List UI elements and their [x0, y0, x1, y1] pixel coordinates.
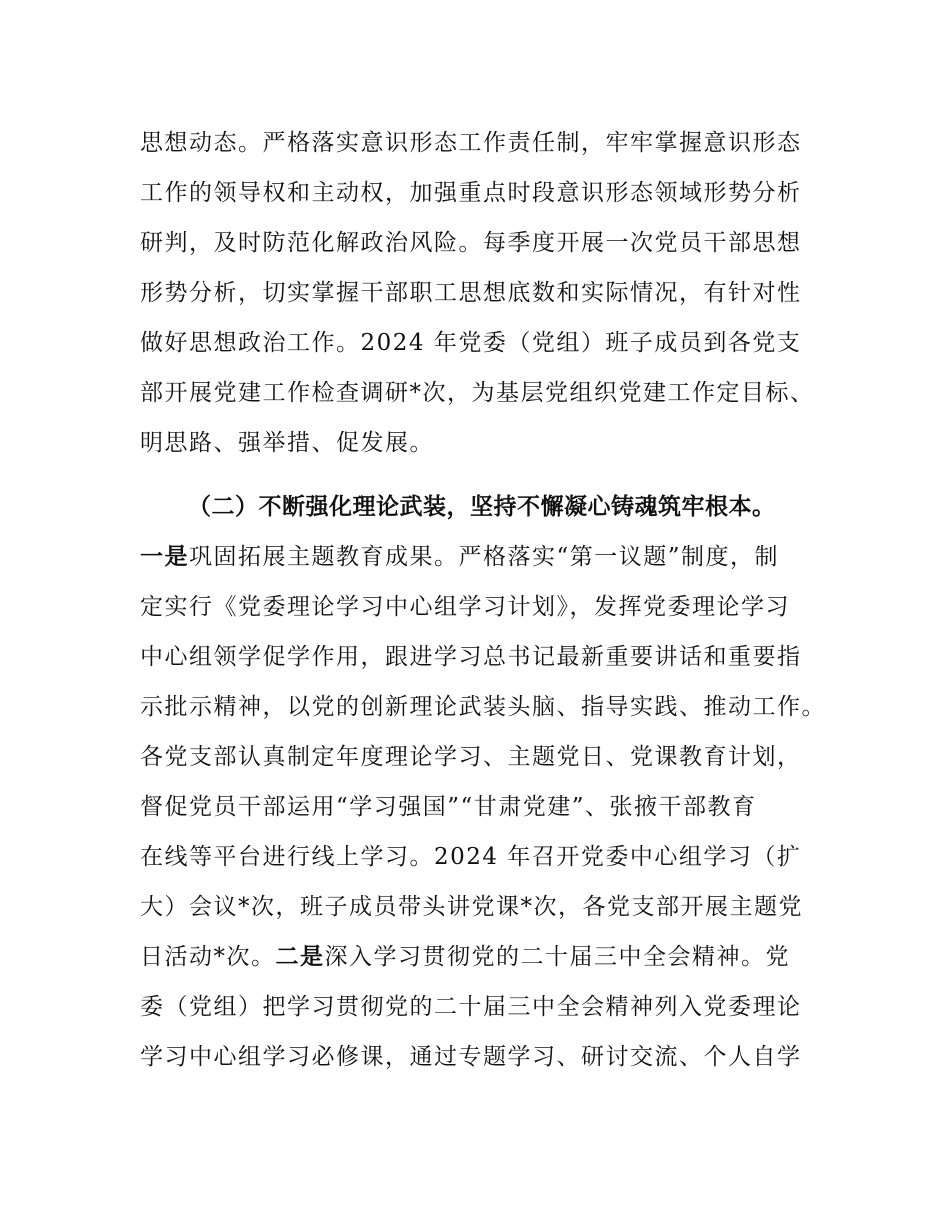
text-line: 督促党员干部运用“学习强国”“甘肃党建”、张掖干部教育	[140, 794, 757, 820]
text-segment: 巩固拓展主题教育成果。严格落实“第一议题”制度，制	[189, 544, 780, 570]
enumeration-lead: 二是	[275, 944, 325, 970]
text-line: 大）会议*次，班子成员带头讲党课*次，各党支部开展主题党	[140, 894, 803, 920]
text-line: 做好思想政治工作。2024 年党委（党组）班子成员到各党支	[140, 330, 802, 356]
text-segment: 日活动*次。	[140, 944, 276, 970]
text-line: 在线等平台进行线上学习。2024 年召开党委中心组学习（扩	[140, 844, 802, 870]
text-line: 定实行《党委理论学习中心组学习计划》，发挥党委理论学习	[140, 594, 790, 620]
text-line: 工作的领导权和主动权，加强重点时段意识形态领域形势分析	[140, 180, 802, 206]
section-heading: （二）不断强化理论武装，坚持不懈凝心铸魂筑牢根本。	[188, 494, 776, 520]
text-line: 各党支部认真制定年度理论学习、主题党日、党课教育计划，	[140, 744, 802, 770]
text-line: 形势分析，切实掌握干部职工思想底数和实际情况，有针对性	[140, 280, 802, 306]
text-line: 明思路、强举措、促发展。	[140, 430, 434, 456]
text-line: 部开展党建工作检查调研*次，为基层党组织党建工作定目标、	[140, 380, 815, 406]
text-line: 思想动态。严格落实意识形态工作责任制，牢牢掌握意识形态	[140, 130, 802, 156]
text-segment: 深入学习贯彻党的二十届三中全会精神。党	[324, 944, 790, 970]
text-line: 研判，及时防范化解政治风险。每季度开展一次党员干部思想	[140, 230, 802, 256]
text-line	[140, 942, 790, 972]
text-line: 示批示精神，以党的创新理论武装头脑、指导实践、推动工作。	[140, 694, 826, 720]
text-line	[140, 542, 779, 572]
text-line: 委（党组）把学习贯彻党的二十届三中全会精神列入党委理论	[140, 994, 802, 1020]
text-line: 学习中心组学习必修课，通过专题学习、研讨交流、个人自学	[140, 1044, 802, 1070]
text-line: 中心组领学促学作用，跟进学习总书记最新重要讲话和重要指	[140, 644, 802, 670]
enumeration-lead: 一是	[140, 544, 189, 570]
